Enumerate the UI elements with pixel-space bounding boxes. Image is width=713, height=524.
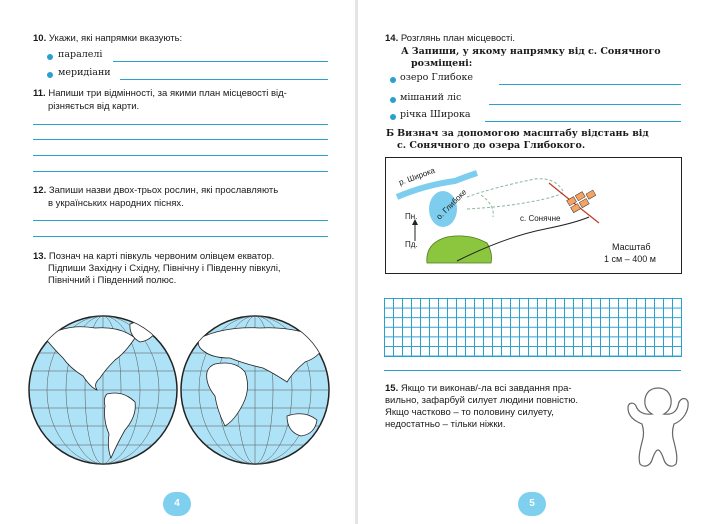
answer-line-river[interactable] — [485, 121, 681, 122]
task-15 — [385, 383, 572, 396]
answer-line[interactable] — [33, 124, 328, 125]
map-scale-title: Масштаб — [612, 242, 651, 252]
task-10-text: Укажи, які напрямки вказують: — [48, 33, 183, 44]
answer-line[interactable] — [33, 220, 328, 221]
task-10-item-parallels: паралелі — [58, 49, 103, 60]
bullet-icon — [47, 72, 53, 78]
answer-line[interactable] — [384, 370, 681, 371]
task-14a-letter: А — [401, 46, 409, 57]
task-14a-line1: Запиши, у якому напрямку від с. Сонячного — [411, 46, 661, 57]
answer-grid[interactable] — [384, 298, 682, 357]
task-12-number: 12. — [33, 185, 47, 196]
answer-line[interactable] — [33, 139, 328, 140]
hemispheres-map[interactable] — [25, 298, 335, 484]
task-12-line2: в українських народних піснях. — [48, 198, 184, 209]
task-13-line1: Познач на карті півкуль червоним олівцем екватор. — [48, 251, 275, 262]
bullet-icon — [47, 54, 53, 60]
task-14b-line2: с. Сонячного до озера Глибокого. — [397, 140, 586, 151]
answer-line-forest[interactable] — [489, 104, 681, 105]
task-15-line3: Якщо частково – то половину силуету, — [385, 407, 554, 418]
task-10-item-meridians: меридіани — [58, 67, 111, 78]
map-label-north: Пн. — [405, 212, 418, 221]
task-14-item-lake: озеро Глибоке — [400, 72, 473, 83]
task-14-item-river: річка Широка — [400, 109, 471, 120]
western-hemisphere — [25, 316, 185, 464]
task-14a — [401, 46, 661, 59]
task-10 — [33, 33, 182, 46]
task-15-line4: недостатньо – тільки ніжки. — [385, 419, 506, 430]
bullet-icon — [390, 77, 396, 83]
answer-line[interactable] — [33, 155, 328, 156]
answer-line[interactable] — [33, 171, 328, 172]
bullet-icon — [390, 114, 396, 120]
task-14a-line2: розміщені: — [411, 58, 473, 69]
task-13-number: 13. — [33, 251, 47, 262]
task-15-line1: Якщо ти виконав/-ла всі завдання пра- — [400, 383, 572, 394]
map-label-village: с. Сонячне — [520, 214, 561, 223]
task-11 — [33, 88, 287, 101]
answer-line-meridians[interactable] — [120, 79, 328, 80]
map-scale-value: 1 см – 400 м — [604, 254, 656, 264]
task-14-item-forest: мішаний ліс — [400, 92, 462, 103]
eastern-hemisphere — [175, 316, 335, 464]
task-12-line1: Запиши назви двох-трьох рослин, які прославляють — [48, 185, 279, 196]
task-14b-line1: Визнач за допомогою масштабу відстань від — [397, 128, 649, 139]
task-13 — [33, 251, 274, 264]
page-number-badge: 5 — [518, 492, 546, 516]
task-14b-letter: Б — [386, 128, 395, 139]
task-15-line2: вильно, зафарбуй силует людини повністю. — [385, 395, 579, 406]
bullet-icon — [390, 97, 396, 103]
person-silhouette[interactable] — [622, 384, 694, 468]
answer-line-lake[interactable] — [499, 84, 681, 85]
task-15-number: 15. — [385, 383, 399, 394]
page-number-badge: 4 — [163, 492, 191, 516]
task-13-line3: Північний і Південний полюс. — [48, 275, 177, 286]
answer-line[interactable] — [33, 236, 328, 237]
map-label-river: р. Широка — [397, 165, 437, 188]
task-10-number: 10. — [33, 33, 47, 44]
answer-line-parallels[interactable] — [113, 61, 328, 62]
task-12 — [33, 185, 278, 198]
map-label-lake: о. Глибоке — [434, 187, 469, 222]
left-page — [0, 0, 356, 524]
task-14b — [386, 128, 649, 141]
task-14 — [385, 33, 515, 46]
task-14-number: 14. — [385, 33, 399, 44]
task-11-number: 11. — [33, 88, 46, 99]
task-14-text: Розглянь план місцевості. — [400, 33, 516, 44]
task-11-line2: різняється від карти. — [48, 101, 140, 112]
map-label-south: Пд. — [405, 240, 418, 249]
task-11-line1: Напиши три відмінності, за якими план місцевості від- — [48, 88, 287, 99]
task-13-line2: Підпиши Західну і Східну, Північну і Південну півкулі, — [48, 263, 281, 274]
